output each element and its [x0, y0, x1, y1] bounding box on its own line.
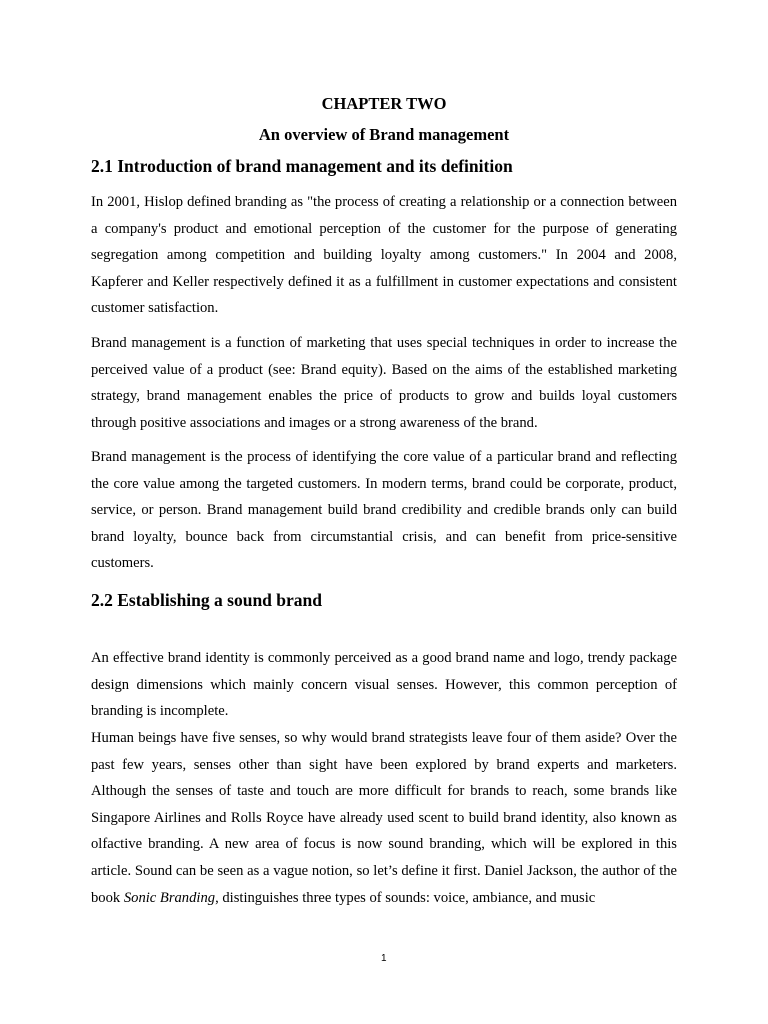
paragraph: In 2001, Hislop defined branding as "the process of creating a relationship or a connection between a company's product and emotional perception of the customer for the purpose of generating segregation among competition and building loyalty among customers." In 2004 and 2008, Kapferer and Keller respectively defined it as a fulfillment in customer expectations and consistent customer satisfaction.: [91, 194, 677, 317]
paragraph: [91, 725, 677, 911]
section-heading-2-1: 2.1 Introduction of brand management and its definition: [91, 156, 513, 176]
page-number: 1: [381, 953, 387, 964]
paragraph-text: Human beings have five senses, so why would brand strategists leave four of them aside? Over the past few years, senses other than sight have been explored by brand experts and marketers. Although the senses of taste and touch are more difficult for brands to reach, some brands like Singapore Airlines and Rolls Royce have already used scent to build brand identity, also known as olfactive branding. A new area of focus is now sound branding, which will be explored in this article. Sound can be seen as a vague notion, so let’s define it first. Daniel Jackson, the author of the book: [91, 730, 677, 906]
paragraph: Brand management is the process of identifying the core value of a particular brand and reflecting the core value among the targeted customers. In modern terms, brand could be corporate, product, service, or person. Brand management build brand credibility and credible brands only can build brand loyalty, bounce back from circumstantial crisis, and can benefit from price-sensitive customers.: [91, 449, 677, 572]
paragraph: An effective brand identity is commonly perceived as a good brand name and logo, trendy package design dimensions which mainly concern visual senses. However, this common perception of branding is incomplete.: [91, 650, 677, 720]
chapter-title: An overview of Brand management: [258, 125, 510, 144]
chapter-number: CHAPTER TWO: [321, 94, 447, 113]
book-title: Sonic Branding: [123, 889, 216, 906]
paragraph-text: , distinguishes three types of sounds: voice, ambiance, and music: [215, 889, 596, 906]
paragraph: Brand management is a function of marketing that uses special techniques in order to increase the perceived value of a product (see: Brand equity). Based on the aims of the established marketing strategy, brand management enables the price of products to grow and builds loyal customers through positive associations and images or a strong awareness of the brand.: [91, 335, 677, 431]
section-heading-2-2: 2.2 Establishing a sound brand: [91, 590, 323, 610]
